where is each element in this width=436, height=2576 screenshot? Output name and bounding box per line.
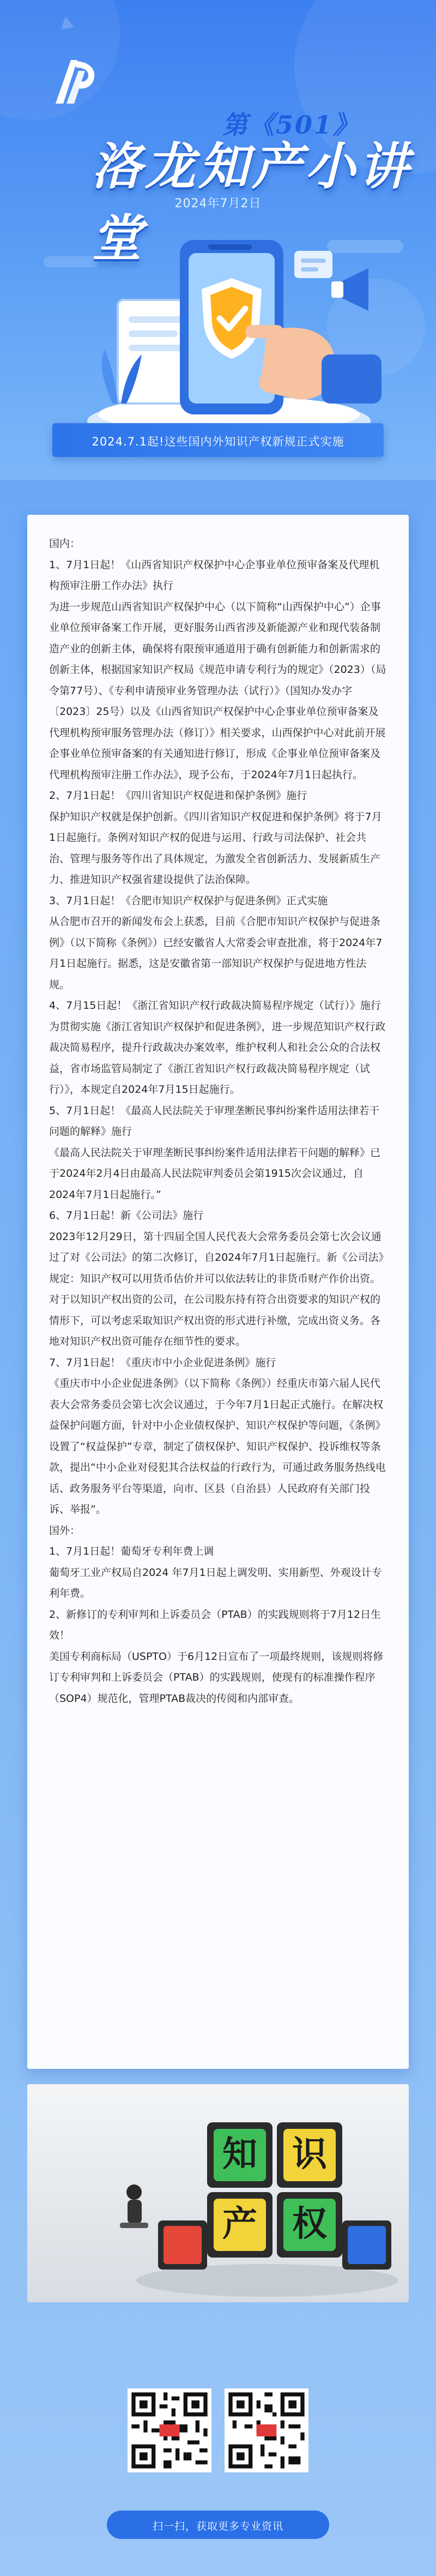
item-body: 从合肥市召开的新闻发布会上获悉，目前《合肥市知识产权保护与促进条例》（以下简称《条例》）已经安徽省人大常委会审查批准，将于2024年7月1日起施行。据悉，这是安徽省第一部知识产权保护与促进地方性法规。 xyxy=(49,916,383,991)
block-char-chan: 产 xyxy=(222,2204,257,2244)
item-title: 6、7月1日起！新《公司法》施行 xyxy=(49,1209,204,1221)
qr-code-row xyxy=(0,2388,436,2487)
article-card xyxy=(27,515,409,2069)
qr-code-right-icon xyxy=(225,2388,308,2472)
item-title: 3、7月1日起！《合肥市知识产权保护与促进条例》正式实施 xyxy=(49,894,328,907)
footer-scan-text: 扫一扫，获取更多专业资讯 xyxy=(152,2520,283,2532)
item-title: 2、7月1日起！《四川省知识产权促进和保护条例》施行 xyxy=(49,790,307,802)
section-heading-foreign: 国外： xyxy=(49,1524,81,1537)
item-title: 1、7月1日起！《山西省知识产权保护中心企事业单位预审备案及代理机构预审注册工作办法》执行 xyxy=(49,558,380,592)
publish-date: 2024年7月2日 xyxy=(174,197,262,210)
item-title: 4、7月15日起！《浙江省知识产权行政裁决简易程序规定（试行）》施行 xyxy=(49,1000,381,1012)
block-char-quan: 权 xyxy=(292,2204,327,2244)
qr-code-right[interactable] xyxy=(225,2388,308,2472)
article-body xyxy=(49,533,387,1709)
item-body: 美国专利商标局（USPTO）于6月12日宣布了一项最终规则，该规则将修订专利审判和上诉委员会（PTAB）的实践规则，使现有的标准操作程序（SOP4）规范化，管理PTAB裁决的传阅和内部审查。 xyxy=(49,1650,384,1705)
headline-banner xyxy=(52,423,384,457)
ip-logo-icon xyxy=(50,55,98,107)
item-body: 葡萄牙工业产权局自2024 年7月1日起上调发明、实用新型、外观设计专利年费。 xyxy=(49,1566,382,1599)
ip-blocks-illustration xyxy=(27,2084,409,2302)
item-body: 为进一步规范山西省知识产权保护中心（以下简称“山西保护中心”）企事业单位预审备案工作开展，更好服务山西省涉及新能源产业和现代装备制造产业的创新主体，确保将有限预审通道用于确有创新能力和创新需求的创新主体，根据国家知识产权局《规范申请专利行为的规定》（2023）（局令第77号）、《专利申请预审业务管理办法（试行）》（国知办发办字〔2023〕25号）以及《山西省知识产权保护中心企事业单位预审备案及代理机构预审服务管理办法（修订）》相关要求，山西保护中心对此前开展企事业单位预审备案的有关通知进行修订，形成《企事业单位预审备案及代理机构预审注册工作办法》，现予公布，于2024年7月1日起执行。 xyxy=(49,600,386,781)
item-title: 2、新修订的专利审判和上诉委员会（PTAB）的实践规则将于7月12日生效！ xyxy=(49,1608,381,1641)
hero-header xyxy=(0,0,436,480)
item-body: 保护知识产权就是保护创新。《四川省知识产权促进和保护条例》将于7月1日起施行。条例对知识产权的促进与运用、行政与司法保护、社会共治、管理与服务等作出了具体规定，为激发全省创新活力、发展新质生产力、推进知识产权强省建设提供了法治保障。 xyxy=(49,810,382,886)
qr-code-left[interactable] xyxy=(128,2388,211,2472)
item-title: 7、7月1日起！《重庆市中小企业促进条例》施行 xyxy=(49,1356,276,1369)
phone-shield-illustration xyxy=(65,218,392,458)
item-body: 为贯彻实施《浙江省知识产权保护和促进条例》，进一步规范知识产权行政裁决简易程序，提升行政裁决办案效率，维护权利人和社会公众的合法权益，省市场监管局制定了《浙江省知识产权行政裁决简易程序规定（试行）》，本规定自2024年7月15日起施行。 xyxy=(49,1020,386,1096)
item-title: 1、7月1日起！葡萄牙专利年费上调 xyxy=(49,1545,214,1557)
page-title: 洛龙知产小讲堂 xyxy=(92,137,413,268)
section-heading-domestic: 国内： xyxy=(49,538,81,550)
item-body: 2023年12月29日，第十四届全国人民代表大会常务委员会第七次会议通过了对《公司法》的第二次修订，自2024年7月1日起施行。新《公司法》规定：知识产权可以用货币估价并可以依法转让的非货币财产作价出资。对于以知识产权出资的公司，在公司股东持有符合出资要求的知识产权的情形下，可以考虑采取知识产权出资的形式进行补缴，完成出资义务。各地对知识产权出资可能存在细节性的要求。 xyxy=(49,1230,384,1347)
item-body: 《最高人民法院关于审理垄断民事纠纷案件适用法律若干问题的解释》已于2024年2月4日由最高人民法院审判委员会第1915次会议通过，自2024年7月1日起施行。” xyxy=(49,1146,381,1201)
headline-banner-text: 2024.7.1起!这些国内外知识产权新规正式实施 xyxy=(92,435,344,448)
item-body: 《重庆市中小企业促进条例》（以下简称《条例》）经重庆市第六届人民代表大会常务委员会第七次会议通过，于今年7月1日起正式施行。在解决权益保护问题方面，针对中小企业债权保护、知识产权保护等问题，《条例》设置了“权益保护”专章，制定了债权保护、知识产权保护、投诉维权等条款，提出“中小企业对侵犯其合法权益的行政行为，可通过政务服务热线电话、政务服务平台等渠道，向市、区县（自治县）人民政府有关部门投诉、举报”。 xyxy=(49,1377,386,1515)
qr-code-left-icon xyxy=(128,2388,211,2472)
issue-number: 第《501》 xyxy=(222,110,360,140)
block-char-zhi: 知 xyxy=(222,2134,257,2175)
ip-blocks-photo xyxy=(27,2084,409,2302)
item-title: 5、7月1日起！《最高人民法院关于审理垄断民事纠纷案件适用法律若干问题的解释》施行 xyxy=(49,1104,380,1137)
footer-scan-pill xyxy=(107,2511,329,2539)
block-char-shi: 识 xyxy=(292,2134,327,2175)
